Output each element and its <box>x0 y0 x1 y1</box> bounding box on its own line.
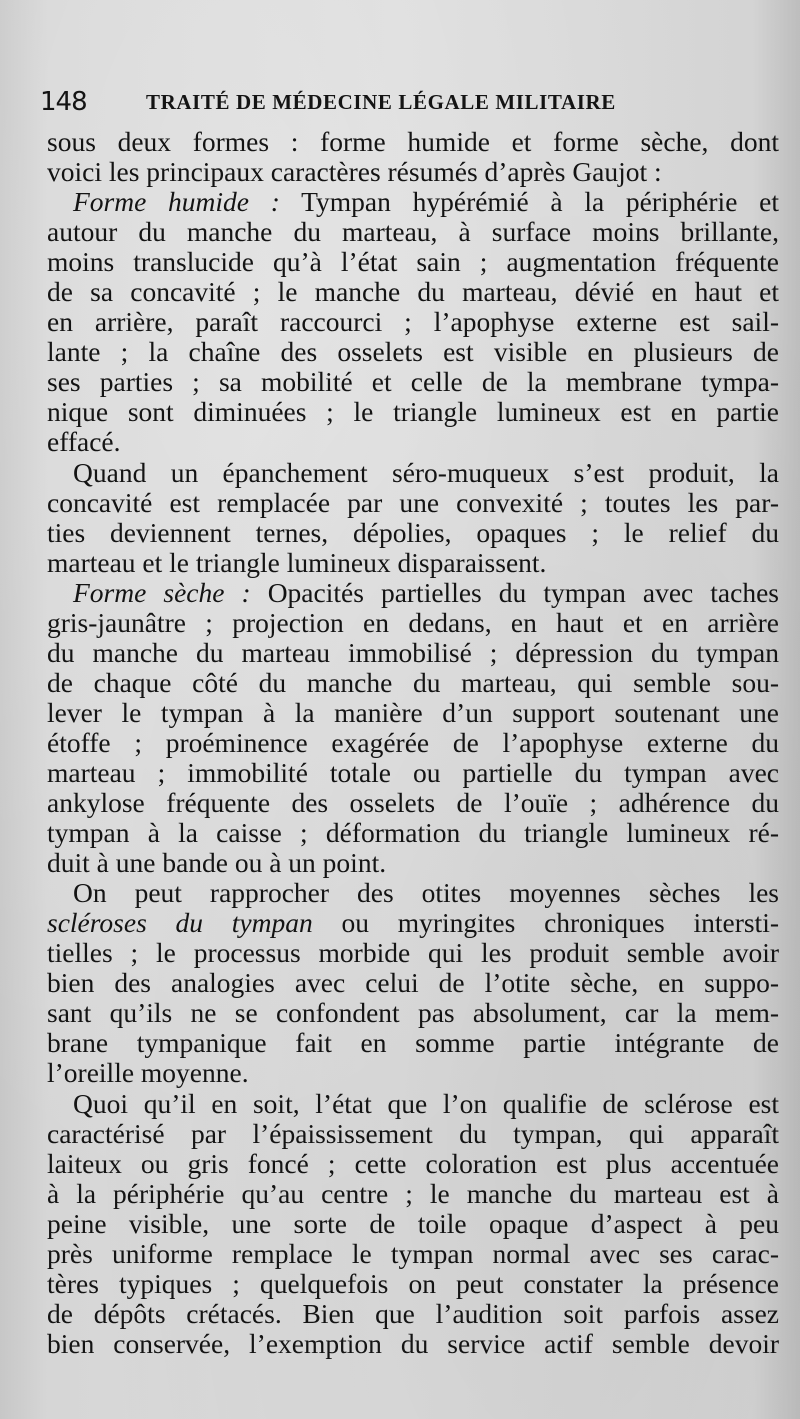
text-line <box>47 1149 779 1179</box>
text-run: peine visible, une sorte de toile opaque d’aspect à peu <box>47 1207 779 1239</box>
text-run: concavité est remplacée par une convexité ; toutes les par- <box>47 486 779 518</box>
text-run: ou myringites chroniques intersti- <box>312 907 779 939</box>
text-run: Quoi qu’il en soit, l’état que l’on qualifie de sclérose est <box>73 1087 779 1119</box>
text-line <box>47 968 779 998</box>
text-run: en arrière, paraît raccourci ; l’apophyse externe est sail- <box>47 306 779 338</box>
text-run: l’oreille moyenne. <box>47 1057 249 1089</box>
page-number: 148 <box>40 87 87 117</box>
text-run: étoffe ; proéminence exagérée de l’apophyse externe du <box>47 726 779 758</box>
text-line <box>47 1209 779 1239</box>
text-line <box>47 818 779 848</box>
text-run: nique sont diminuées ; le triangle lumineux est en partie <box>47 396 779 428</box>
text-run: gris-jaunâtre ; projection en dedans, en haut et en arrière <box>47 606 779 638</box>
text-run: moins translucide qu’à l’état sain ; augmentation fréquente <box>47 246 779 278</box>
text-run: tères typiques ; quelquefois on peut constater la présence <box>47 1267 779 1299</box>
text-line <box>47 458 779 488</box>
text-line <box>47 127 779 157</box>
text-run: lante ; la chaîne des osselets est visible en plusieurs de <box>47 336 779 368</box>
text-run: voici les principaux caractères résumés d’après Gaujot : <box>47 156 662 188</box>
text-run: duit à une bande ou à un point. <box>47 847 387 879</box>
running-title: TRAITÉ DE MÉDECINE LÉGALE MILITAIRE <box>146 90 616 114</box>
text-line <box>47 608 779 638</box>
italic-text: Forme humide : <box>73 186 280 218</box>
text-line <box>47 277 779 307</box>
text-line <box>47 1329 779 1359</box>
text-line <box>47 427 779 457</box>
text-run: tympan à la caisse ; déformation du triangle lumineux ré- <box>47 817 779 849</box>
text-run: du manche du marteau immobilisé ; dépression du tympan <box>47 636 779 668</box>
text-run: caractérisé par l’épaississement du tympan, qui apparaît <box>47 1117 779 1149</box>
text-line <box>47 728 779 758</box>
text-run: de chaque côté du manche du marteau, qui semble sou- <box>47 666 779 698</box>
text-line <box>47 337 779 367</box>
text-line <box>47 1179 779 1209</box>
text-line <box>47 908 779 938</box>
text-line <box>47 1299 779 1329</box>
text-line <box>47 1239 779 1269</box>
text-run: près uniforme remplace le tympan normal avec ses carac- <box>47 1237 779 1269</box>
text-line <box>47 1119 779 1149</box>
text-line <box>47 578 779 608</box>
text-line <box>47 998 779 1028</box>
text-line <box>47 217 779 247</box>
text-line <box>47 488 779 518</box>
text-run: autour du manche du marteau, à surface moins brillante, <box>47 216 779 248</box>
text-line <box>47 1028 779 1058</box>
italic-text: scléroses du tympan <box>47 907 313 939</box>
text-line <box>47 518 779 548</box>
text-run: ses parties ; sa mobilité et celle de la membrane tympa- <box>47 366 779 398</box>
text-line <box>47 548 779 578</box>
text-run: brane tympanique fait en somme partie intégrante de <box>47 1027 779 1059</box>
text-line <box>47 1089 779 1119</box>
text-line <box>47 878 779 908</box>
text-run: laiteux ou gris foncé ; cette coloration est plus accentuée <box>47 1147 779 1179</box>
text-run: tielles ; le processus morbide qui les produit semble avoir <box>47 937 779 969</box>
text-line <box>47 788 779 818</box>
text-line <box>47 157 779 187</box>
text-line <box>47 247 779 277</box>
text-line <box>47 1269 779 1299</box>
text-run: Quand un épanchement séro-muqueux s’est produit, la <box>73 456 779 488</box>
text-line <box>47 938 779 968</box>
text-line <box>47 758 779 788</box>
text-run: bien conservée, l’exemption du service actif semble devoir <box>47 1327 779 1359</box>
text-line <box>47 307 779 337</box>
text-run: Opacités partielles du tympan avec taches <box>250 576 779 608</box>
text-run: sant qu’ils ne se confondent pas absolument, car la mem- <box>47 997 779 1029</box>
text-run: à la périphérie qu’au centre ; le manche du marteau est à <box>47 1177 779 1209</box>
text-line <box>47 1058 779 1088</box>
text-run: ties deviennent ternes, dépolies, opaques ; le relief du <box>47 516 779 548</box>
body-text <box>47 127 779 1359</box>
text-run: marteau et le triangle lumineux disparaissent. <box>47 546 547 578</box>
text-run: On peut rapprocher des otites moyennes sèches les <box>73 877 779 909</box>
text-run: Tympan hypérémié à la périphérie et <box>279 186 779 218</box>
text-run: ankylose fréquente des osselets de l’ouïe ; adhérence du <box>47 787 779 819</box>
text-line <box>47 668 779 698</box>
text-line <box>47 187 779 217</box>
text-run: marteau ; immobilité totale ou partielle du tympan avec <box>47 756 779 788</box>
page-header <box>40 82 760 122</box>
text-line <box>47 698 779 728</box>
italic-text: Forme sèche : <box>73 576 251 608</box>
text-run: de sa concavité ; le manche du marteau, dévié en haut et <box>47 276 779 308</box>
text-line <box>47 848 779 878</box>
text-run: lever le tympan à la manière d’un support soutenant une <box>47 696 779 728</box>
text-run: bien des analogies avec celui de l’otite sèche, en suppo- <box>47 967 779 999</box>
text-line <box>47 638 779 668</box>
text-line <box>47 397 779 427</box>
text-run: sous deux formes : forme humide et forme sèche, dont <box>47 126 779 157</box>
text-line <box>47 367 779 397</box>
text-run: de dépôts crétacés. Bien que l’audition soit parfois assez <box>47 1297 779 1329</box>
text-run: effacé. <box>47 426 121 458</box>
